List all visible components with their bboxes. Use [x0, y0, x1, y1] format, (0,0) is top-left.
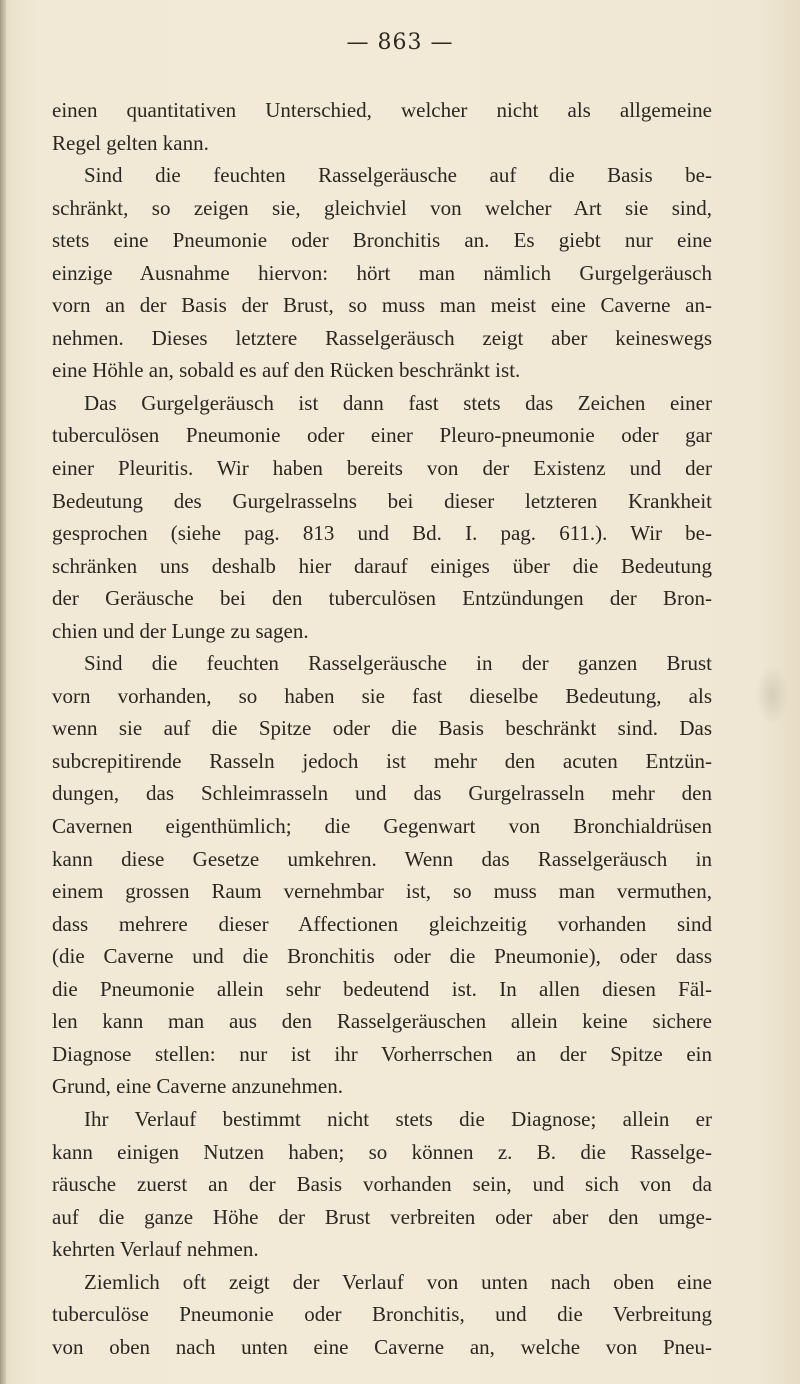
page-gutter-shadow — [0, 0, 6, 1384]
text-line: Ziemlich oft zeigt der Verlauf von unten nach oben eine — [84, 1269, 712, 1294]
text-line: (die Caverne und die Bronchitis oder die Pneumonie), oder dass — [52, 944, 712, 969]
text-line: Sind die feuchten Rasselgeräusche in der ganzen Brust — [84, 651, 712, 676]
text-line: von oben nach unten eine Caverne an, welche von Pneu- — [52, 1334, 712, 1359]
text-line: vorn an der Basis der Brust, so muss man meist eine Caverne an- — [52, 293, 712, 318]
text-line: kann diese Gesetze umkehren. Wenn das Rasselgeräusch in — [52, 846, 712, 871]
text-line: Diagnose stellen: nur ist ihr Vorherrschen an der Spitze ein — [52, 1041, 712, 1066]
text-line: Bedeutung des Gurgelrasselns bei dieser letzteren Krankheit — [52, 488, 712, 513]
text-line: auf die ganze Höhe der Brust verbreiten oder aber den umge- — [52, 1204, 712, 1229]
text-line: wenn sie auf die Spitze oder die Basis beschränkt sind. Das — [52, 716, 712, 741]
text-line: vorn vorhanden, so haben sie fast dieselbe Bedeutung, als — [52, 683, 712, 708]
text-line: kehrten Verlauf nehmen. — [52, 1237, 259, 1262]
text-line: einen quantitativen Unterschied, welcher nicht als allgemeine — [52, 98, 712, 122]
text-line: räusche zuerst an der Basis vorhanden sein, und sich von da — [52, 1172, 712, 1197]
text-line: nehmen. Dieses letztere Rasselgeräusch zeigt aber keineswegs — [52, 325, 712, 350]
text-line: tuberculöse Pneumonie oder Bronchitis, und die Verbreitung — [52, 1302, 712, 1327]
text-line: Grund, eine Caverne anzunehmen. — [52, 1074, 343, 1099]
text-line: stets eine Pneumonie oder Bronchitis an. Es giebt nur eine — [52, 228, 712, 253]
text-line: gesprochen (siehe pag. 813 und Bd. I. pag. 611.). Wir be- — [52, 521, 712, 546]
text-line: der Geräusche bei den tuberculösen Entzündungen der Bron- — [52, 586, 712, 611]
page-number-header: — 863 — — [346, 30, 454, 55]
text-line: einzige Ausnahme hiervon: hört man nämlich Gurgelgeräusch — [52, 260, 712, 285]
text-line: subcrepitirende Rasseln jedoch ist mehr den acuten Entzün- — [52, 748, 712, 773]
body-text — [52, 94, 712, 1363]
text-line: Sind die feuchten Rasselgeräusche auf die Basis be- — [84, 163, 712, 188]
text-line: die Pneumonie allein sehr bedeutend ist. In allen diesen Fäl- — [52, 976, 712, 1001]
text-line: len kann man aus den Rasselgeräuschen allein keine sichere — [52, 1009, 712, 1034]
text-line: tuberculösen Pneumonie oder einer Pleuro-pneumonie oder gar — [52, 423, 712, 448]
text-line: Regel gelten kann. — [52, 130, 209, 155]
text-line: einer Pleuritis. Wir haben bereits von der Existenz und der — [52, 456, 712, 481]
text-line: dungen, das Schleimrasseln und das Gurgelrasseln mehr den — [52, 781, 712, 806]
text-line: chien und der Lunge zu sagen. — [52, 618, 309, 643]
text-line: Das Gurgelgeräusch ist dann fast stets das Zeichen einer — [84, 390, 712, 415]
text-line: Ihr Verlauf bestimmt nicht stets die Diagnose; allein er — [84, 1106, 712, 1131]
paper-stain — [755, 665, 789, 725]
text-line: einem grossen Raum vernehmbar ist, so muss man vermuthen, — [52, 879, 712, 904]
text-line: schränkt, so zeigen sie, gleichviel von welcher Art sie sind, — [52, 195, 712, 220]
text-line: schränken uns deshalb hier darauf einiges über die Bedeutung — [52, 553, 712, 578]
text-line: dass mehrere dieser Affectionen gleichzeitig vorhanden sind — [52, 911, 712, 936]
text-line: eine Höhle an, sobald es auf den Rücken beschränkt ist. — [52, 358, 521, 383]
text-line: kann einigen Nutzen haben; so können z. B. die Rasselge- — [52, 1139, 712, 1164]
text-line: Cavernen eigenthümlich; die Gegenwart von Bronchialdrüsen — [52, 814, 712, 839]
